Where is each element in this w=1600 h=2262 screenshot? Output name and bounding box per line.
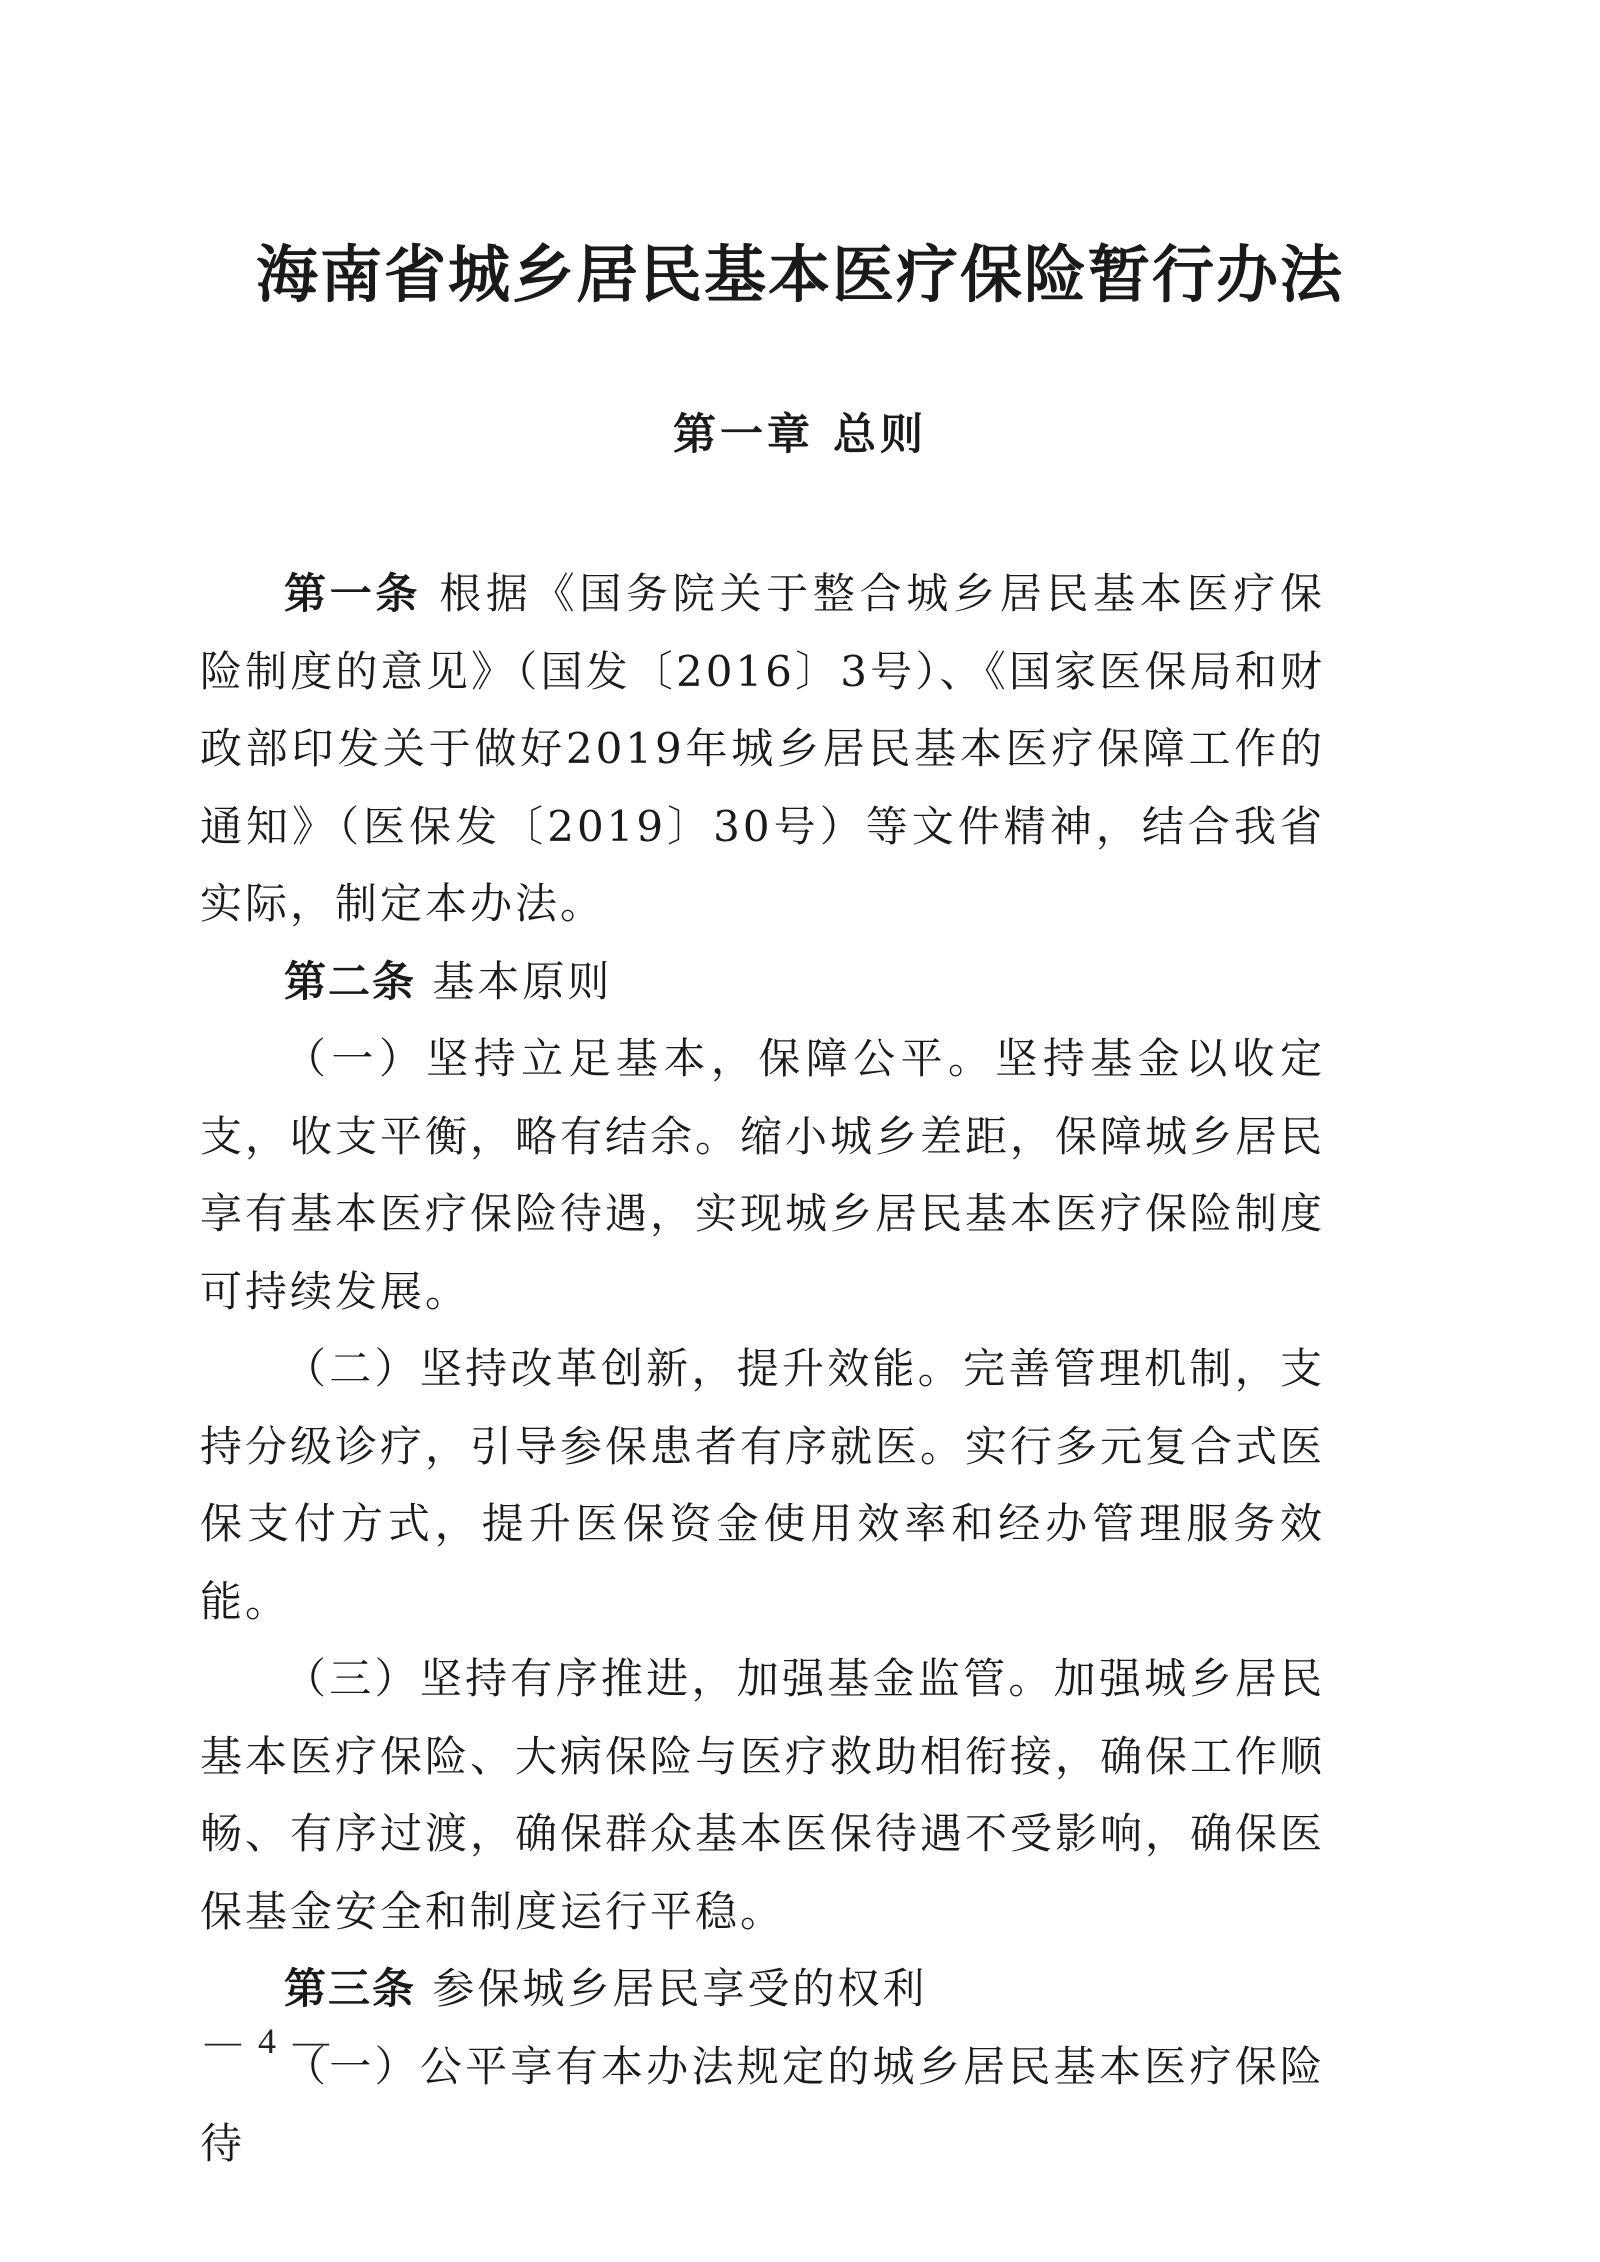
paragraph-text: （三）坚持有序推进，加强基金监管。加强城乡居民基本医疗保险、大病保险与医疗救助相衔接，确保工作顺畅、有序过渡，确保群众基本医保待遇不受影响，确保医保基金安全和制度运行平稳。: [200, 1654, 1326, 1936]
document-title: 海南省城乡居民基本医疗保险暂行办法: [255, 238, 1344, 311]
page-number: — 4 —: [205, 2021, 333, 2061]
paragraph-text: （一）坚持立足基本，保障公平。坚持基金以收定支，收支平衡，略有结余。缩小城乡差距，保障城乡居民享有基本医疗保险待遇，实现城乡居民基本医疗保险制度可持续发展。: [200, 1034, 1326, 1316]
article-heading: 第二条: [284, 956, 417, 1006]
paragraph-text: （二）坚持改革创新，提升效能。完善管理机制，支持分级诊疗，引导参保患者有序就医。实行多元复合式医保支付方式，提升医保资金使用效率和经办管理服务效能。: [200, 1344, 1326, 1626]
paragraph-item-1: [200, 1020, 1325, 1330]
paragraph-article-2: [200, 943, 1325, 1021]
paragraph-text: 根据《国务院关于整合城乡居民基本医疗保险制度的意见》（国发〔2016〕3号）、《国家医保局和财政部印发关于做好2019年城乡居民基本医疗保障工作的通知》（医保发〔2019〕30号）等文件精神，结合我省实际，制定本办法。: [200, 569, 1325, 928]
paragraph-item-2: [200, 1330, 1325, 1640]
paragraph-item-1-rights: [200, 2028, 1325, 2183]
chapter-title: 第一章 总则: [673, 410, 927, 460]
paragraph-article-1: [200, 555, 1325, 943]
article-heading: 第一条: [284, 569, 422, 618]
paragraph-text: 基本原则: [416, 956, 613, 1006]
paragraph-item-3: [200, 1640, 1325, 1950]
paragraph-text: （一）公平享有本办法规定的城乡居民基本医疗保险待: [200, 2041, 1325, 2168]
paragraph-article-3: [200, 1950, 1325, 2028]
paragraph-text: 参保城乡居民享受的权利: [416, 1964, 928, 2013]
article-heading: 第三条: [284, 1964, 417, 2013]
document-body: [200, 555, 1325, 2183]
